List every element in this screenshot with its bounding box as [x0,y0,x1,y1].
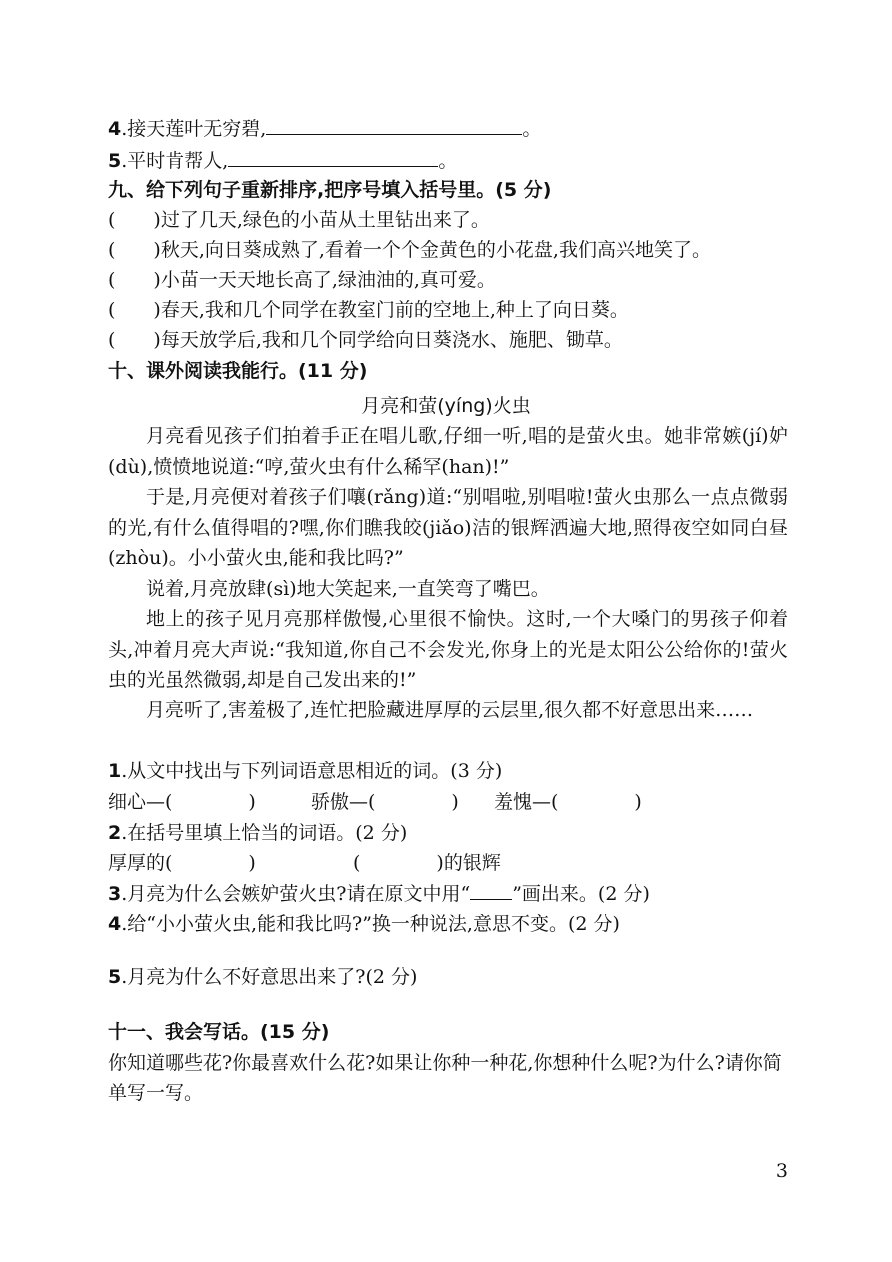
q10-sub4: 4.给“小小萤火虫,能和我比吗?”换一种说法,意思不变。(2 分) [108,913,620,935]
story-paragraph: 地上的孩子见月亮那样傲慢,心里很不愉快。这时,一个大嗓门的男孩子仰着头,冲着月亮大声说:“我知道,你自己不会发光,你身上的光是太阳公公给你的!萤火虫的光虽然微弱,却是自己发出来的!” [108,608,788,691]
story-paragraph: 于是,月亮便对着孩子们嚷(rǎng)道:“别唱啦,别唱啦!萤火虫那么一点点微弱的光,有什么值得唱的?嘿,你们瞧我皎(jiǎo)洁的银辉洒遍大地,照得夜空如同白昼(zhòu)。小小萤火虫,能和我比吗?” [108,486,788,569]
q11-prompt: 你知道哪些花?你最喜欢什么花?如果让你种一种花,你想种什么呢?为什么?请你简单写一写。 [108,1052,782,1104]
answer-blank[interactable] [228,146,438,167]
q9-heading: 九、给下列句子重新排序,把序号填入括号里。(5 分) [108,179,552,201]
q8-item-5: 5.平时肯帮人, 。 [108,146,792,174]
q10-heading: 十、课外阅读我能行。(11 分) [108,360,368,382]
synonym-blank[interactable]: 细心—( ) [108,791,256,813]
q10-sub2: 2.在括号里填上恰当的词语。(2 分) [108,822,408,844]
answer-blank[interactable] [266,114,522,135]
phrase-blank[interactable]: 厚厚的( ) [108,852,256,874]
q8-item-4: 4.接天莲叶无穷碧, 。 [108,114,792,142]
story-title: 月亮和萤(yíng)火虫 [361,395,531,417]
synonym-blank[interactable]: 羞愧—( ) [494,791,642,813]
q9-item[interactable]: ( )小苗一天天地长高了,绿油油的,真可爱。 [108,269,496,291]
q10-sub5: 5.月亮为什么不好意思出来了?(2 分) [108,966,418,988]
q10-sub1: 1.从文中找出与下列词语意思相近的词。(3 分) [108,760,503,782]
story-paragraph: 月亮听了,害羞极了,连忙把脸藏进厚厚的云层里,很久都不好意思出来…… [146,699,754,721]
underline-mark [470,881,512,900]
synonym-blank[interactable]: 骄傲—( ) [311,791,459,813]
story-paragraph: 说着,月亮放肆(sì)地大笑起来,一直笑弯了嘴巴。 [146,578,550,600]
phrase-blank[interactable]: ( )的银辉 [353,852,501,874]
page-number: 3 [775,1160,788,1182]
q9-item[interactable]: ( )每天放学后,我和几个同学给向日葵浇水、施肥、锄草。 [108,329,623,351]
q9-item[interactable]: ( )过了几天,绿色的小苗从土里钻出来了。 [108,209,490,231]
q10-sub3: 3.月亮为什么会嫉妒萤火虫?请在原文中用“ ”画出来。(2 分) [108,883,650,905]
q9-item[interactable]: ( )秋天,向日葵成熟了,看着一个个金黄色的小花盘,我们高兴地笑了。 [108,239,711,261]
story-paragraph: 月亮看见孩子们拍着手正在唱儿歌,仔细一听,唱的是萤火虫。她非常嫉(jí)妒(dù),愤愤地说道:“哼,萤火虫有什么稀罕(han)!” [108,425,788,478]
q11-heading: 十一、我会写话。(15 分) [108,1021,330,1043]
q9-item[interactable]: ( )春天,我和几个同学在教室门前的空地上,种上了向日葵。 [108,299,629,321]
